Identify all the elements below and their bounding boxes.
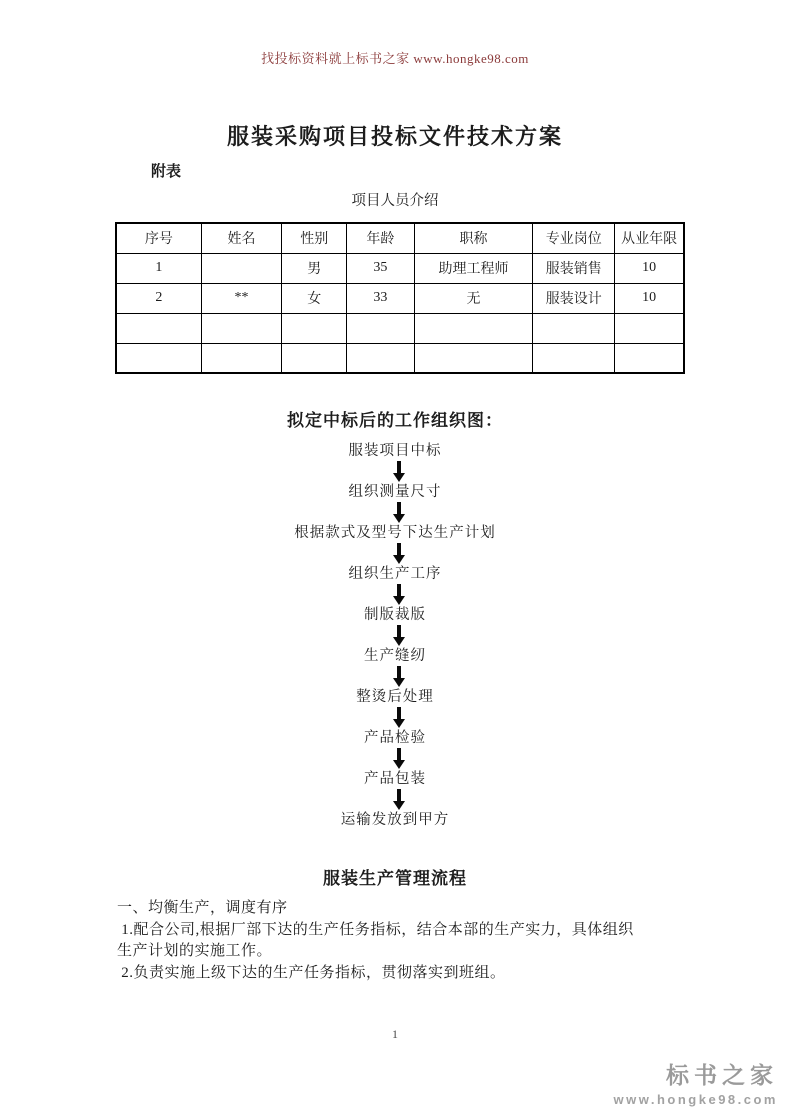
personnel-table-head	[116, 223, 684, 253]
watermark-brand: 标书之家	[666, 1062, 778, 1088]
arrow-shaft	[397, 584, 401, 596]
table-cell	[347, 343, 415, 373]
flow-step: 产品检验	[364, 730, 426, 746]
arrow-shaft	[397, 748, 401, 760]
flow-step: 整烫后处理	[356, 689, 434, 705]
arrow-head	[393, 719, 405, 728]
arrow-shaft	[397, 789, 401, 801]
down-arrow-icon	[393, 789, 405, 810]
arrow-head	[393, 514, 405, 523]
table-cell: 10	[615, 253, 684, 283]
personnel-table-caption: 项目人员介绍	[351, 193, 439, 209]
table-cell	[414, 313, 533, 343]
process-section-heading: 服装生产管理流程	[323, 869, 467, 888]
down-arrow-icon	[393, 707, 405, 728]
page-number: 1	[392, 1027, 398, 1041]
down-arrow-icon	[393, 543, 405, 564]
paragraph-line: 生产计划的实施工作。	[117, 943, 273, 959]
table-cell	[347, 313, 415, 343]
down-arrow-icon	[393, 748, 405, 769]
arrow-head	[393, 555, 405, 564]
paragraph-line: 一、均衡生产，调度有序	[117, 900, 288, 916]
org-flowchart	[0, 441, 790, 830]
paragraph-line: 1.配合公司,根据厂部下达的生产任务指标，结合本部的生产实力，具体组织	[117, 921, 634, 938]
down-arrow-icon	[393, 461, 405, 482]
column-header: 姓名	[201, 223, 282, 253]
table-cell	[414, 343, 533, 373]
attachment-label: 附表	[151, 164, 182, 180]
arrow-head	[393, 596, 405, 605]
table-cell: 2	[116, 283, 201, 313]
table-row	[116, 343, 684, 373]
table-cell	[615, 343, 684, 373]
arrow-shaft	[397, 543, 401, 555]
table-cell	[201, 313, 282, 343]
table-cell	[533, 343, 615, 373]
document-title: 服装采购项目投标文件技术方案	[226, 124, 563, 149]
table-cell: 33	[347, 283, 415, 313]
table-cell: 10	[615, 283, 684, 313]
table-row	[116, 283, 684, 313]
column-header: 职称	[414, 223, 533, 253]
down-arrow-icon	[393, 584, 405, 605]
flow-step: 根据款式及型号下达生产计划	[294, 525, 496, 541]
table-cell: 无	[414, 283, 533, 313]
flow-step: 运输发放到甲方	[340, 812, 450, 828]
org-chart-heading: 拟定中标后的工作组织图：	[287, 411, 503, 430]
watermark	[614, 1057, 779, 1107]
column-header: 序号	[116, 223, 201, 253]
process-section-body	[117, 898, 685, 984]
watermark-url: www.hongke98.com	[613, 1092, 778, 1107]
flow-step: 制版裁版	[364, 607, 426, 623]
flow-step: 生产缝纫	[364, 648, 426, 664]
table-row	[116, 313, 684, 343]
paragraph-line: 2.负责实施上级下达的生产任务指标，贯彻落实到班组。	[117, 964, 506, 981]
down-arrow-icon	[393, 666, 405, 687]
column-header: 从业年限	[615, 223, 684, 253]
table-cell	[282, 313, 347, 343]
table-cell: **	[201, 283, 282, 313]
arrow-head	[393, 678, 405, 687]
arrow-shaft	[397, 625, 401, 637]
table-cell: 服装销售	[533, 253, 615, 283]
flow-step: 组织生产工序	[348, 566, 442, 582]
table-cell	[533, 313, 615, 343]
arrow-head	[393, 637, 405, 646]
table-cell: 男	[282, 253, 347, 283]
personnel-table	[115, 222, 685, 374]
table-cell	[201, 253, 282, 283]
table-header-row	[116, 223, 684, 253]
flow-step: 服装项目中标	[348, 443, 442, 459]
table-cell: 1	[116, 253, 201, 283]
down-arrow-icon	[393, 625, 405, 646]
table-cell	[116, 343, 201, 373]
arrow-shaft	[397, 707, 401, 719]
table-cell: 35	[347, 253, 415, 283]
table-cell: 服装设计	[533, 283, 615, 313]
table-cell: 助理工程师	[414, 253, 533, 283]
flow-step: 产品包装	[364, 771, 426, 787]
column-header: 专业岗位	[533, 223, 615, 253]
down-arrow-icon	[393, 502, 405, 523]
table-cell	[116, 313, 201, 343]
column-header: 年龄	[347, 223, 415, 253]
column-header: 性别	[282, 223, 347, 253]
table-cell: 女	[282, 283, 347, 313]
table-cell	[282, 343, 347, 373]
arrow-shaft	[397, 461, 401, 473]
arrow-head	[393, 801, 405, 810]
table-row	[116, 253, 684, 283]
arrow-head	[393, 760, 405, 769]
table-cell	[201, 343, 282, 373]
flow-step: 组织测量尺寸	[348, 484, 442, 500]
arrow-shaft	[397, 666, 401, 678]
arrow-head	[393, 473, 405, 482]
table-cell	[615, 313, 684, 343]
header-promo-note: 找投标资料就上标书之家 www.hongke98.com	[261, 51, 529, 66]
arrow-shaft	[397, 502, 401, 514]
personnel-table-body	[116, 253, 684, 373]
